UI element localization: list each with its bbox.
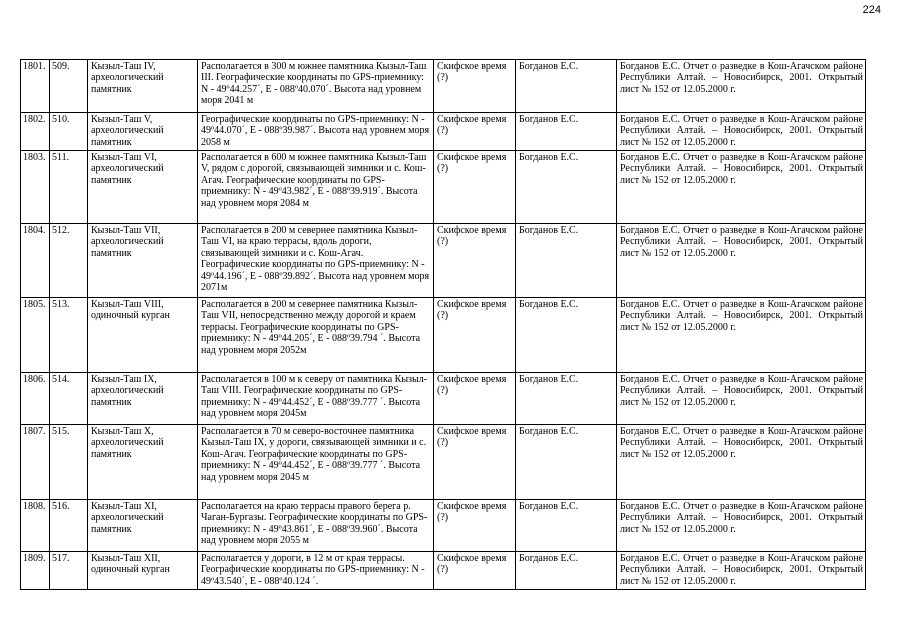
site-name: Кызыл-Таш V, археологический памятник xyxy=(88,113,198,151)
site-description: Географические координаты по GPS-приемнику: N - 49º44.070´, E - 088º39.987´. Высота над уровнем моря 2058 м xyxy=(198,113,434,151)
site-name: Кызыл-Таш VII, археологический памятник xyxy=(88,224,198,298)
row-subnumber: 511. xyxy=(50,151,88,224)
site-name: Кызыл-Таш IX, археологический памятник xyxy=(88,373,198,425)
site-source: Богданов Е.С. Отчет о разведке в Кош-Агачском районе Республики Алтай. – Новосибирск, 2001. Открытый лист № 152 от 12.05.2000 г. xyxy=(617,151,866,224)
site-dating: Скифское время (?) xyxy=(434,425,516,500)
site-description: Располагается в 300 м южнее памятника Кызыл-Таш III. Географические координаты по GPS-приемнику: N - 49º44.257´, E - 088º40.070´. Высота над уровнем моря 2041 м xyxy=(198,60,434,113)
site-source: Богданов Е.С. Отчет о разведке в Кош-Агачском районе Республики Алтай. – Новосибирск, 2001. Открытый лист № 152 от 12.05.2000 г. xyxy=(617,500,866,552)
table-row xyxy=(21,113,866,151)
site-name: Кызыл-Таш IV, археологический памятник xyxy=(88,60,198,113)
site-source: Богданов Е.С. Отчет о разведке в Кош-Агачском районе Республики Алтай. – Новосибирск, 2001. Открытый лист № 152 от 12.05.2000 г. xyxy=(617,224,866,298)
site-author: Богданов Е.С. xyxy=(516,552,617,590)
site-source: Богданов Е.С. Отчет о разведке в Кош-Агачском районе Республики Алтай. – Новосибирск, 2001. Открытый лист № 152 от 12.05.2000 г. xyxy=(617,298,866,373)
site-source: Богданов Е.С. Отчет о разведке в Кош-Агачском районе Республики Алтай. – Новосибирск, 2001. Открытый лист № 152 от 12.05.2000 г. xyxy=(617,113,866,151)
site-dating: Скифское время (?) xyxy=(434,60,516,113)
site-name: Кызыл-Таш VIII, одиночный курган xyxy=(88,298,198,373)
site-author: Богданов Е.С. xyxy=(516,373,617,425)
row-number: 1808. xyxy=(21,500,50,552)
row-subnumber: 517. xyxy=(50,552,88,590)
site-description: Располагается у дороги, в 12 м от края террасы. Географические координаты по GPS-приемнику: N - 49º43.540´, E - 088º40.124 ´. xyxy=(198,552,434,590)
site-author: Богданов Е.С. xyxy=(516,500,617,552)
row-number: 1801. xyxy=(21,60,50,113)
row-number: 1803. xyxy=(21,151,50,224)
site-description: Располагается в 70 м северо-восточнее памятника Кызыл-Таш IX, у дороги, связывающей зимники и с. Кош-Агач. Географические координаты по GPS-приемнику: N - 49º44.452´, E - 088º39.777 ´. Высота над уровнем моря 2045 м xyxy=(198,425,434,500)
row-number: 1805. xyxy=(21,298,50,373)
site-dating: Скифское время (?) xyxy=(434,224,516,298)
site-description: Располагается в 600 м южнее памятника Кызыл-Таш V, рядом с дорогой, связывающей зимники и с. Кош-Агач. Географические координаты по GPS-приемнику: N - 49º43.982´, E - 088º39.919´. Высота над уровнем моря 2084 м xyxy=(198,151,434,224)
table-row xyxy=(21,552,866,590)
row-number: 1807. xyxy=(21,425,50,500)
table-row xyxy=(21,224,866,298)
row-number: 1806. xyxy=(21,373,50,425)
site-source: Богданов Е.С. Отчет о разведке в Кош-Агачском районе Республики Алтай. – Новосибирск, 2001. Открытый лист № 152 от 12.05.2000 г. xyxy=(617,552,866,590)
site-author: Богданов Е.С. xyxy=(516,425,617,500)
site-author: Богданов Е.С. xyxy=(516,113,617,151)
heritage-registry-table xyxy=(20,59,866,590)
site-author: Богданов Е.С. xyxy=(516,151,617,224)
site-author: Богданов Е.С. xyxy=(516,60,617,113)
row-subnumber: 516. xyxy=(50,500,88,552)
site-source: Богданов Е.С. Отчет о разведке в Кош-Агачском районе Республики Алтай. – Новосибирск, 2001. Открытый лист № 152 от 12.05.2000 г. xyxy=(617,60,866,113)
site-name: Кызыл-Таш X, археологический памятник xyxy=(88,425,198,500)
site-dating: Скифское время (?) xyxy=(434,500,516,552)
row-subnumber: 513. xyxy=(50,298,88,373)
site-description: Располагается в 100 м к северу от памятника Кызыл-Таш VIII. Географические координаты по GPS-приемнику: N - 49º44.452´, E - 088º39.777 ´. Высота над уровнем моря 2045м xyxy=(198,373,434,425)
site-dating: Скифское время (?) xyxy=(434,151,516,224)
row-subnumber: 515. xyxy=(50,425,88,500)
row-subnumber: 509. xyxy=(50,60,88,113)
site-author: Богданов Е.С. xyxy=(516,298,617,373)
row-number: 1809. xyxy=(21,552,50,590)
row-subnumber: 510. xyxy=(50,113,88,151)
site-dating: Скифское время (?) xyxy=(434,373,516,425)
site-name: Кызыл-Таш XI, археологический памятник xyxy=(88,500,198,552)
site-dating: Скифское время (?) xyxy=(434,113,516,151)
site-dating: Скифское время (?) xyxy=(434,552,516,590)
row-subnumber: 512. xyxy=(50,224,88,298)
site-description: Располагается на краю террасы правого берега р. Чаган-Бургазы. Географические координаты по GPS-приемнику: N - 49º43.861´, E - 088º39.960´. Высота над уровнем моря 2055 м xyxy=(198,500,434,552)
row-number: 1802. xyxy=(21,113,50,151)
site-author: Богданов Е.С. xyxy=(516,224,617,298)
site-description: Располагается в 200 м севернее памятника Кызыл-Таш VII, непосредственно между дорогой и краем террасы. Географические координаты по GPS-приемнику: N - 49º44.205´, E - 088º39.794 ´. Высота над уровнем моря 2052м xyxy=(198,298,434,373)
site-description: Располагается в 200 м севернее памятника Кызыл-Таш VI, на краю террасы, вдоль дороги, связывающей зимники и с. Кош-Агач. Географические координаты по GPS-приемнику: N - 49º44.196´, E - 088º39.892´. Высота над уровнем моря 2071м xyxy=(198,224,434,298)
site-name: Кызыл-Таш XII, одиночный курган xyxy=(88,552,198,590)
table-row xyxy=(21,500,866,552)
table-row xyxy=(21,151,866,224)
row-subnumber: 514. xyxy=(50,373,88,425)
table-row xyxy=(21,425,866,500)
table-row xyxy=(21,373,866,425)
table-row xyxy=(21,298,866,373)
page-number: 224 xyxy=(862,4,881,16)
site-source: Богданов Е.С. Отчет о разведке в Кош-Агачском районе Республики Алтай. – Новосибирск, 2001. Открытый лист № 152 от 12.05.2000 г. xyxy=(617,425,866,500)
site-dating: Скифское время (?) xyxy=(434,298,516,373)
table-row xyxy=(21,60,866,113)
site-name: Кызыл-Таш VI, археологический памятник xyxy=(88,151,198,224)
row-number: 1804. xyxy=(21,224,50,298)
site-source: Богданов Е.С. Отчет о разведке в Кош-Агачском районе Республики Алтай. – Новосибирск, 2001. Открытый лист № 152 от 12.05.2000 г. xyxy=(617,373,866,425)
